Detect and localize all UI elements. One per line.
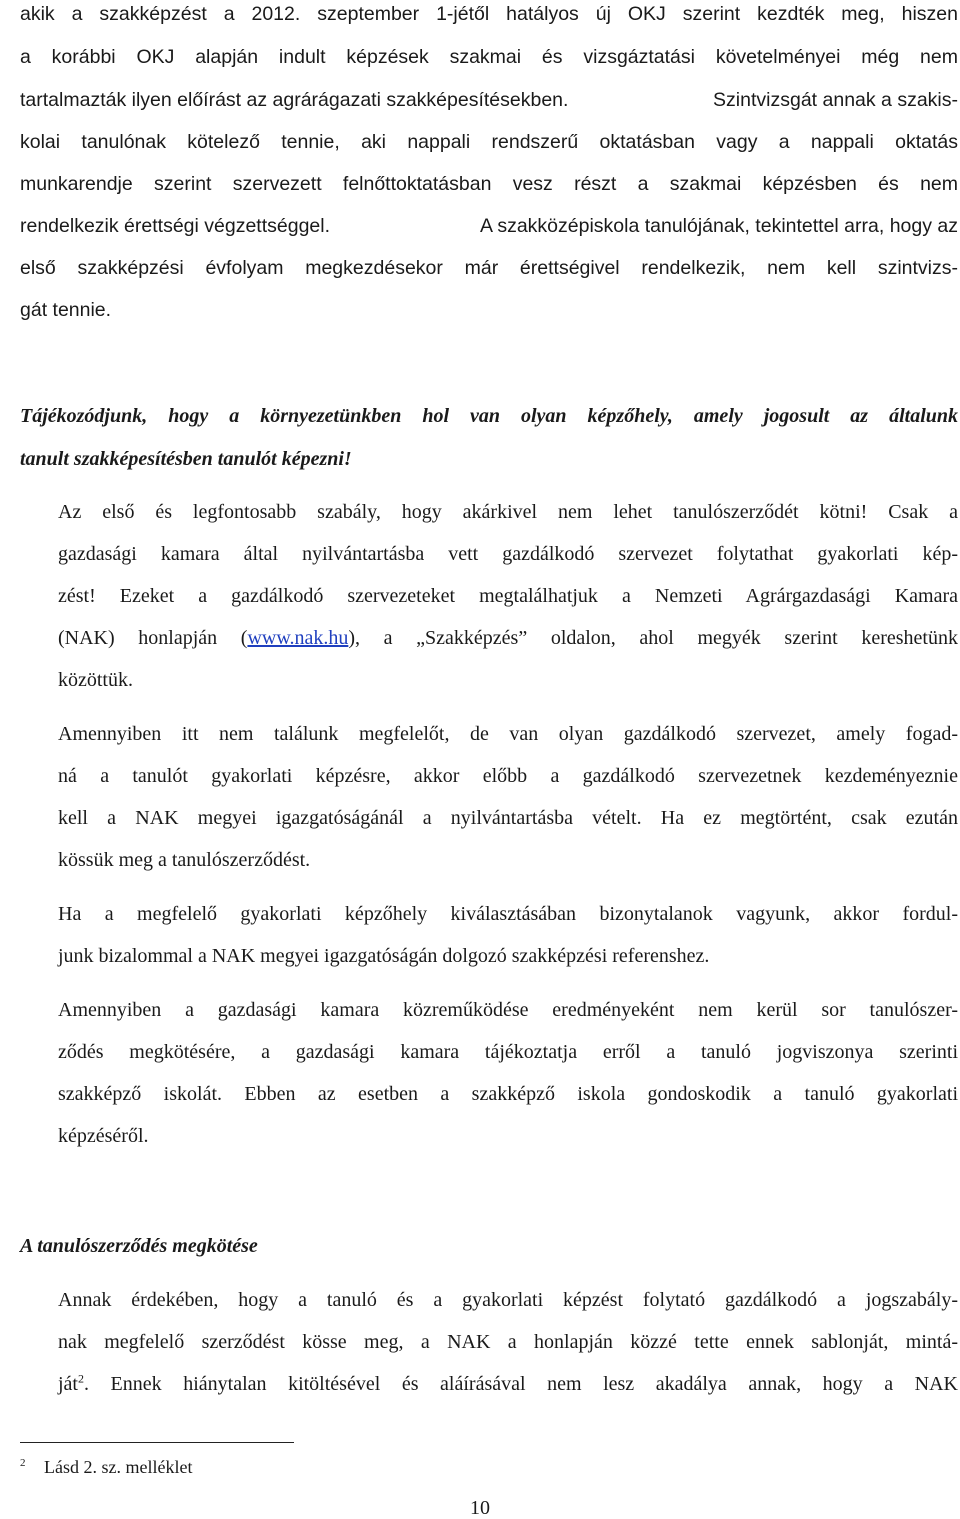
text-line: kössük meg a tanulószerződést.	[58, 849, 311, 871]
text-line: nak megfelelő szerződést kösse meg, a NAK a honlapján közzé tette ennek sablonját, mintá-	[58, 1331, 958, 1353]
page-number: 10	[470, 1497, 490, 1519]
text-line: kolai tanulónak kötelező tennie, aki nappali rendszerű oktatásban vagy a nappali oktatás	[20, 131, 958, 153]
text-line: a korábbi OKJ alapján indult képzések szakmai és vizsgáztatási követelményei még nem	[20, 46, 958, 68]
text-line: első szakképzési évfolyam megkezdésekor már érettségivel rendelkezik, nem kell szintvizs-	[20, 257, 958, 279]
info-heading-cont: tanult szakképesítésben tanulót képezni!	[20, 448, 352, 470]
text-fragment: . Ennek hiánytalan kitöltésével és aláírásával nem lesz akadálya annak, hogy a NAK	[84, 1373, 958, 1395]
section-title: A tanulószerződés megkötése	[20, 1235, 258, 1257]
text-line	[20, 88, 958, 112]
footnote-reference[interactable]: 2	[78, 1371, 84, 1386]
text-line: gazdasági kamara által nyilvántartásba vett gazdálkodó szervezet folytathat gyakorlati kép-	[58, 543, 958, 565]
text-fragment: A szakközépiskola tanulójának, tekintettel arra, hogy az	[479, 215, 958, 237]
text-line: Ha a megfelelő gyakorlati képzőhely kiválasztásában bizonytalanok vagyunk, akkor fordul-	[58, 903, 958, 925]
text-line: kell a NAK megyei igazgatóságánál a nyilvántartásba vételt. Ha ez megtörtént, csak ezután	[58, 807, 958, 829]
text-fragment: ját	[58, 1373, 78, 1395]
text-line: akik a szakképzést a 2012. szeptember 1-jétől hatályos új OKJ szerint kezdték meg, hiszen	[20, 3, 958, 25]
text-line	[58, 1372, 958, 1396]
footnote-separator	[20, 1442, 294, 1443]
text-line: Annak érdekében, hogy a tanuló és a gyakorlati képzést folytató gazdálkodó a jogszabály-	[58, 1289, 958, 1311]
text-line	[20, 214, 958, 238]
text-fragment: tartalmazták ilyen előírást az agrárágazati szakképesítésekben.	[20, 89, 569, 111]
text-line: ná a tanulót gyakorlati képzésre, akkor előbb a gazdálkodó szervezetnek kezdeményeznie	[58, 765, 958, 787]
text-line: junk bizalommal a NAK megyei igazgatóságán dolgozó szakképzési referenshez.	[58, 945, 710, 967]
text-line	[58, 626, 958, 650]
text-line: közöttük.	[58, 669, 133, 691]
text-fragment: ), a „Szakképzés” oldalon, ahol megyék szerint kereshetünk	[348, 627, 958, 649]
text-fragment: rendelkezik érettségi végzettséggel.	[20, 215, 331, 237]
text-line: képzéséről.	[58, 1125, 149, 1147]
text-line: Amennyiben a gazdasági kamara közreműködése eredményeként nem kerül sor tanulószer-	[58, 999, 958, 1021]
text-line: szakképző iskolát. Ebben az esetben a szakképző iskola gondoskodik a tanuló gyakorlati	[58, 1083, 958, 1105]
nak-website-link[interactable]: www.nak.hu	[247, 627, 349, 649]
footnote-text: Lásd 2. sz. melléklet	[44, 1457, 193, 1477]
text-fragment: (NAK) honlapján (	[58, 627, 248, 649]
text-line: Amennyiben itt nem találunk megfelelőt, de van olyan gazdálkodó szervezet, amely fogad-	[58, 723, 958, 745]
text-line: munkarendje szerint szervezett felnőttoktatásban vesz részt a szakmai képzésben és nem	[20, 173, 958, 195]
text-line: zést! Ezeket a gazdálkodó szervezeteket megtalálhatjuk a Nemzeti Agrárgazdasági Kamara	[58, 585, 958, 607]
text-line: gát tennie.	[20, 299, 112, 321]
text-line: Az első és legfontosabb szabály, hogy akárkivel nem lehet tanulószerződét kötni! Csak a	[58, 501, 958, 523]
text-line: ződés megkötésére, a gazdasági kamara tájékoztatja erről a tanuló jogviszonya szerinti	[58, 1041, 958, 1063]
text-fragment: Szintvizsgát annak a szakis-	[713, 89, 958, 111]
footnote	[20, 1456, 192, 1478]
info-heading: Tájékozódjunk, hogy a környezetünkben hol van olyan képzőhely, amely jogosult az általunk	[20, 405, 958, 427]
footnote-mark: 2	[20, 1457, 26, 1469]
